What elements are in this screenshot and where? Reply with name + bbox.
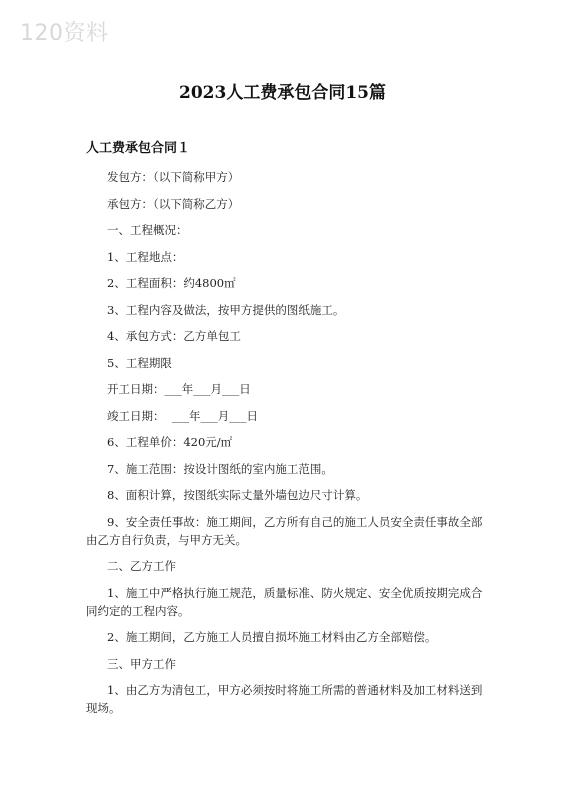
- paragraph-b-work-1: 1、施工中严格执行施工规范，质量标准、防火规定、安全优质按期完成合同约定的工程内容。: [86, 585, 483, 618]
- watermark-logo: 120资料: [20, 21, 109, 46]
- paragraph-period: 5、工程期限: [107, 355, 172, 370]
- paragraph-party-b: 承包方：（以下简称乙方）: [107, 196, 240, 211]
- document-title: 2023人工费承包合同15篇: [179, 83, 386, 103]
- paragraph-heading-party-b-work: 二、乙方工作: [107, 559, 176, 573]
- paragraph-unit-price: 6、工程单价：420元/㎡: [107, 435, 233, 449]
- paragraph-area-calc: 8、面积计算，按图纸实际丈量外墙包边尺寸计算。: [107, 488, 368, 502]
- paragraph-scope: 7、施工范围：按设计图纸的室内施工范围。: [107, 461, 333, 476]
- paragraph-heading-party-a-work: 三、甲方工作: [107, 656, 176, 671]
- section-heading: 人工费承包合同１: [86, 141, 191, 156]
- paragraph-contract-type: 4、承包方式：乙方单包工: [107, 329, 241, 343]
- paragraph-start-date: 开工日期：___年___月___日: [107, 382, 251, 396]
- paragraph-a-work-1: 1、由乙方为清包工，甲方必须按时将施工所需的普通材料及加工材料送到现场。: [86, 683, 483, 715]
- paragraph-heading-overview: 一、工程概况：: [107, 223, 188, 237]
- paragraph-end-date: 竣工日期： ___年___月___日: [107, 408, 259, 423]
- paragraph-location: 1、工程地点：: [107, 249, 184, 264]
- paragraph-area: 2、工程面积：约4800㎡: [107, 276, 236, 290]
- document-body: [86, 168, 484, 726]
- paragraph-content: 3、工程内容及做法，按甲方提供的图纸施工。: [107, 302, 345, 317]
- paragraph-safety: 9、安全责任事故：施工期间，乙方所有自己的施工人员安全责任事故全部由乙方自行负责，与甲方无关。: [86, 514, 483, 547]
- paragraph-b-work-2: 2、施工期间，乙方施工人员擅自损坏施工材料由乙方全部赔偿。: [107, 630, 437, 644]
- paragraph-party-a: 发包方：（以下简称甲方）: [107, 170, 240, 184]
